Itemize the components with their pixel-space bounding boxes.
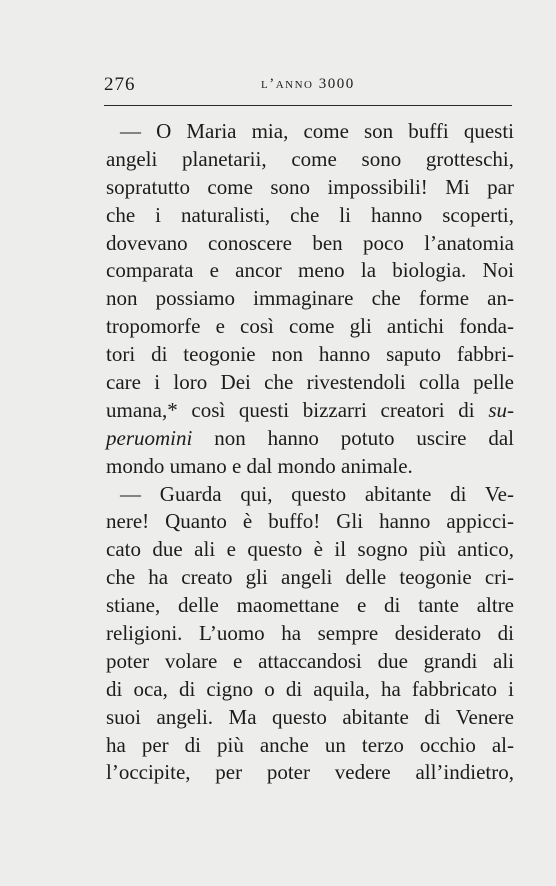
text-line: angeli planetarii, come sono grotteschi, <box>106 146 514 171</box>
text-line: suoi angeli. Ma questo abitante di Venere <box>106 704 514 729</box>
page-number: 276 <box>104 74 136 95</box>
text-line-mixed <box>106 397 514 425</box>
text-line: — Guarda qui, questo abitante di Ve- <box>120 481 514 506</box>
text-line: poter volare e attaccandosi due grandi ali <box>106 648 514 673</box>
text-line: che i naturalisti, che li hanno scoperti, <box>106 202 514 227</box>
text-line: care i loro Dei che rivestendoli colla pelle <box>106 370 514 395</box>
page-header <box>104 74 512 98</box>
header-rule <box>104 105 512 106</box>
text-line-mixed <box>106 425 514 453</box>
text-line: di oca, di cigno o di aquila, ha fabbricato i <box>106 676 514 701</box>
text-line: mondo umano e dal mondo animale. <box>106 453 413 478</box>
text-line: che ha creato gli angeli delle teogonie cri- <box>106 565 514 590</box>
text-line: sopratutto come sono impossibili! Mi par <box>106 174 514 199</box>
running-title: l’anno 3000 <box>261 76 355 92</box>
italic-word: su- <box>488 397 514 422</box>
body-text <box>106 118 514 787</box>
text-line: nere! Quanto è buffo! Gli hanno appicci- <box>106 509 514 534</box>
text-line: religioni. L’uomo ha sempre desiderato di <box>106 621 514 646</box>
text-line: cato due ali e questo è il sogno più antico, <box>106 537 514 562</box>
text-line: ha per di più anche un terzo occhio al- <box>106 732 514 757</box>
text-line: l’occipite, per poter vedere all’indietro, <box>106 760 514 785</box>
text-line: dovevano conoscere ben poco l’anatomia <box>106 230 514 255</box>
text-line: tropomorfe e così come gli antichi fonda- <box>106 314 514 339</box>
text-segment: non hanno potuto uscire dal <box>192 425 514 450</box>
italic-word: peruomini <box>106 425 193 450</box>
text-line: tori di teogonie non hanno saputo fabbri- <box>106 342 514 367</box>
text-line: non possiamo immaginare che forme an- <box>106 286 514 311</box>
text-segment: umana,* così questi bizzarri creatori di <box>106 397 489 422</box>
text-line: — O Maria mia, come son buffi questi <box>120 119 514 143</box>
text-line: stiane, delle maomettane e di tante altre <box>106 593 514 618</box>
text-line: comparata e ancor meno la biologia. Noi <box>106 258 514 283</box>
